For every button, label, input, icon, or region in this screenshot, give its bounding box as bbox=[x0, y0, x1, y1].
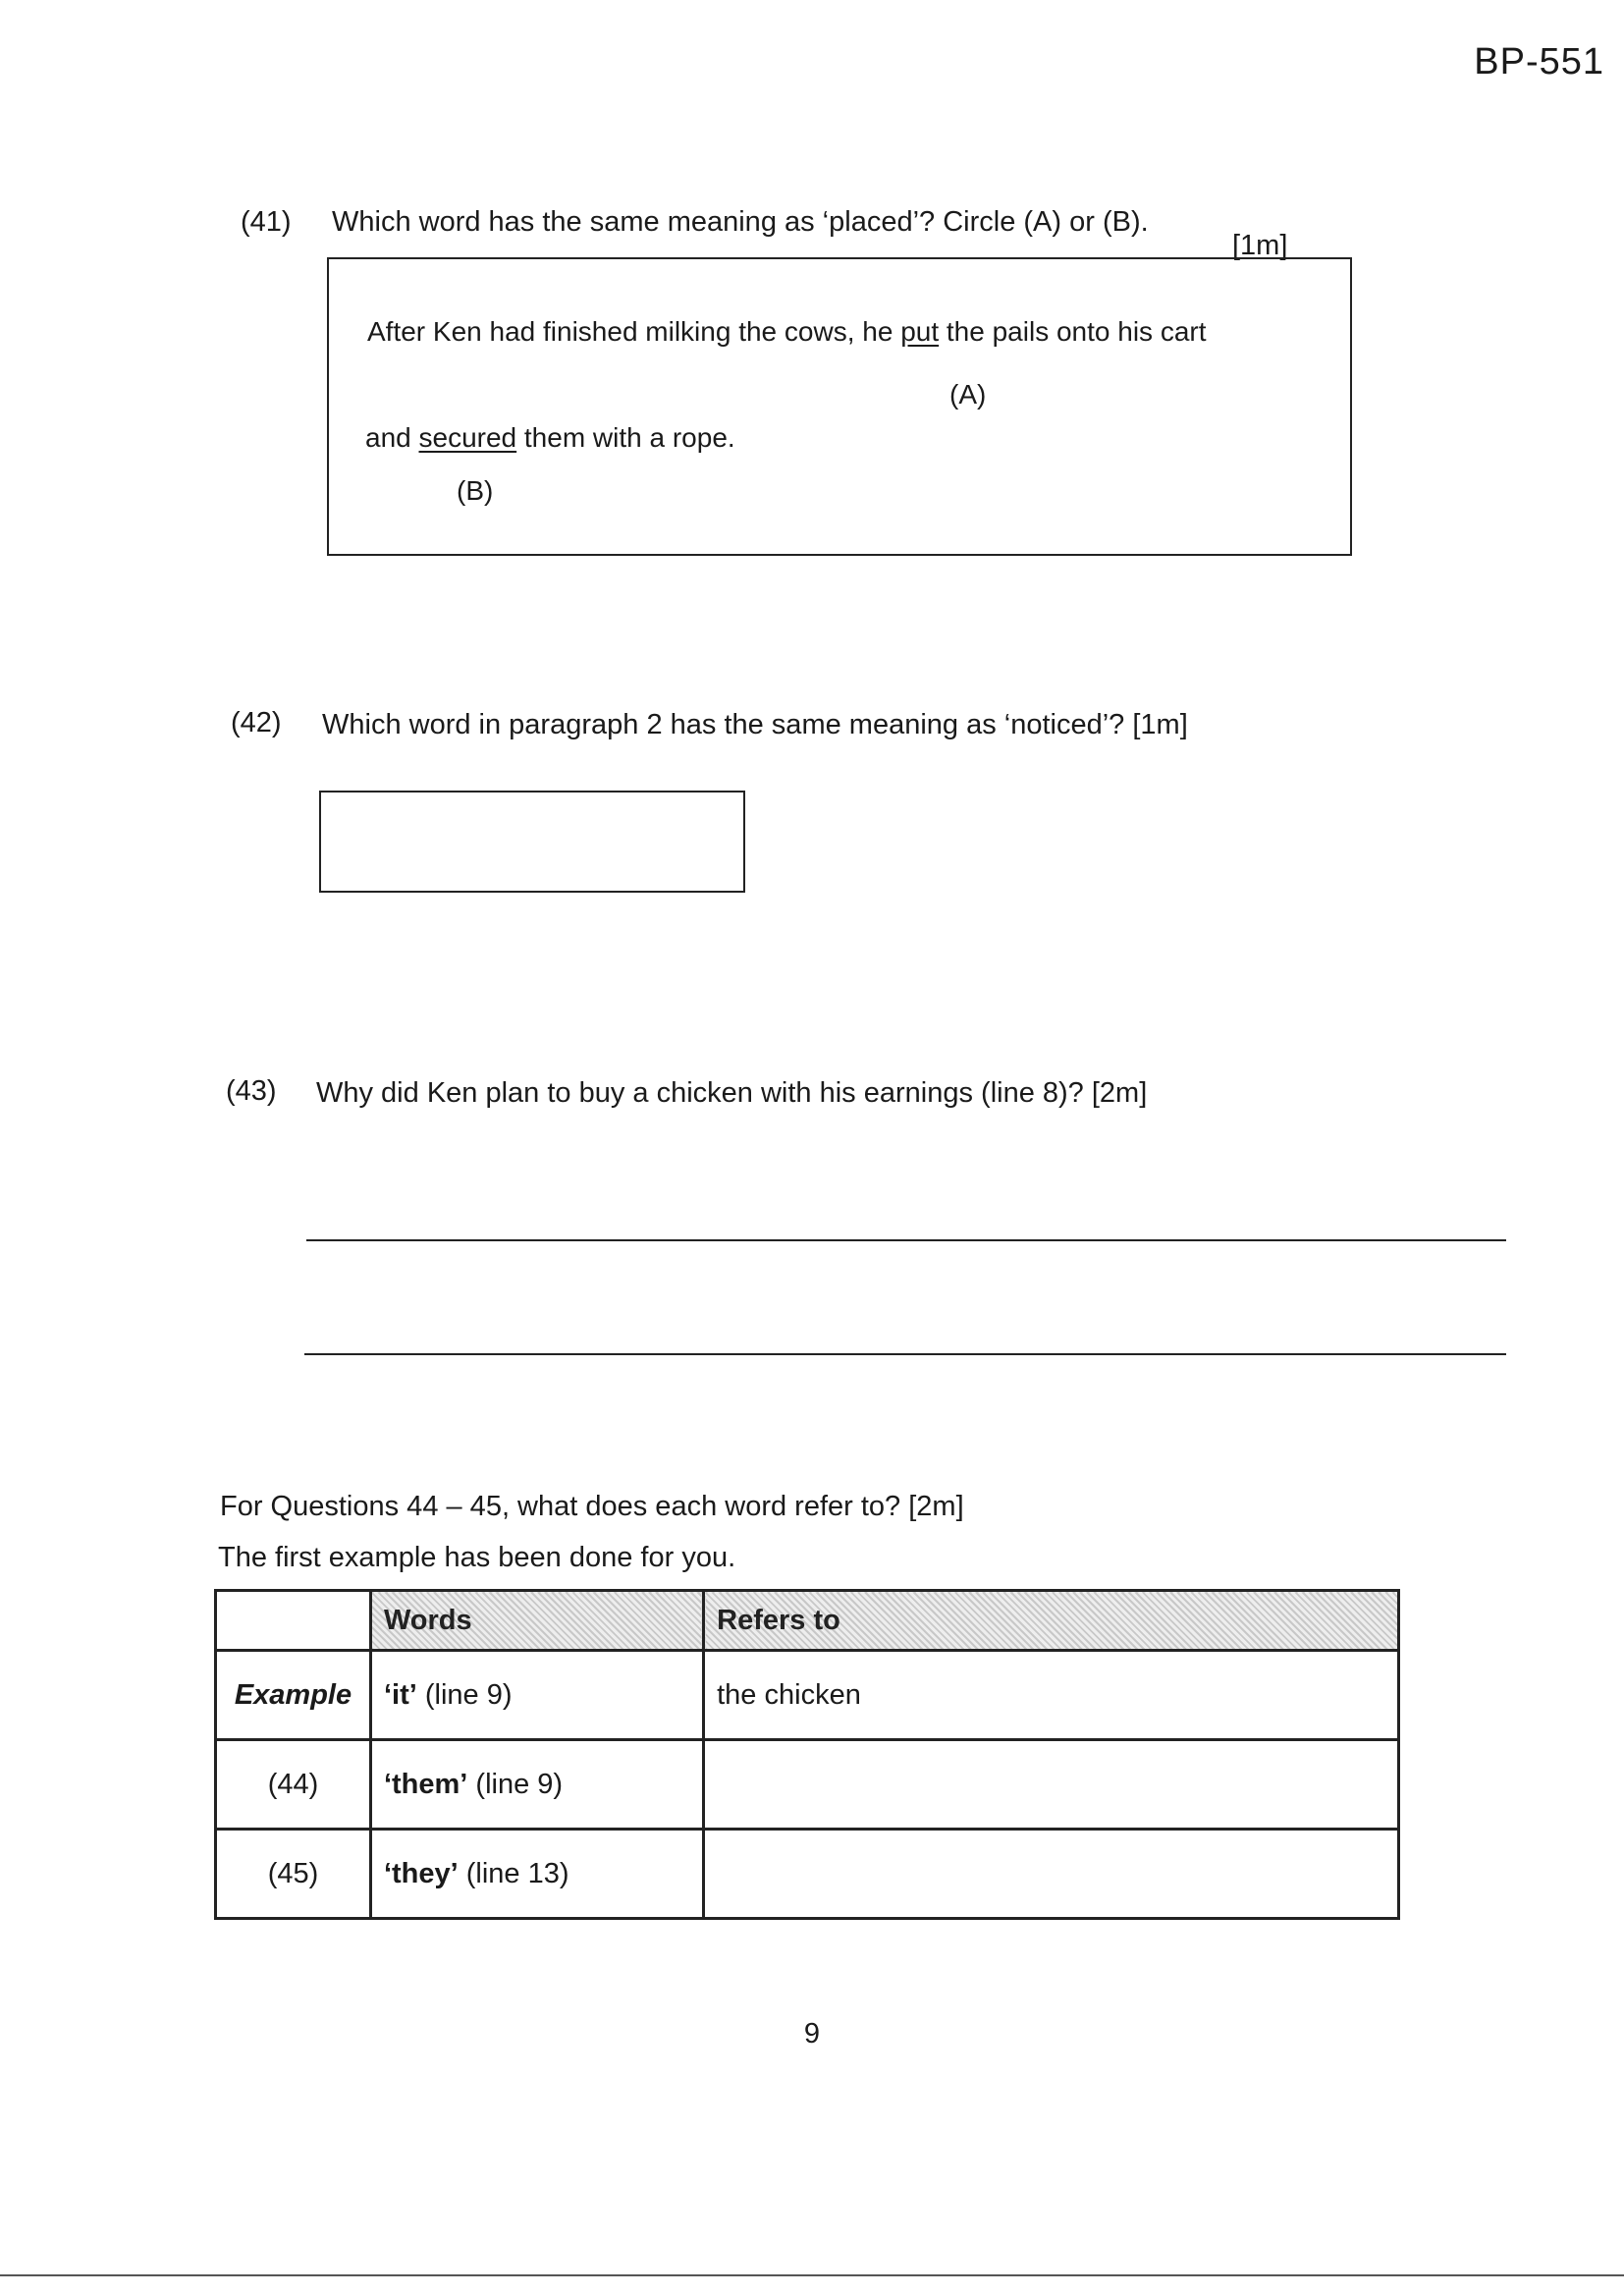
answer-cell[interactable] bbox=[704, 1830, 1399, 1919]
table-row bbox=[216, 1651, 1399, 1740]
passage-line-1 bbox=[367, 316, 1207, 348]
row-label: (44) bbox=[216, 1740, 371, 1830]
passage-text: and bbox=[365, 422, 419, 453]
table-header-row bbox=[216, 1591, 1399, 1651]
page-number: 9 bbox=[803, 2018, 821, 2050]
option-a-word[interactable]: put bbox=[900, 316, 940, 347]
option-b-word[interactable]: secured bbox=[418, 422, 517, 453]
q42-text: Which word in paragraph 2 has the same meaning as ‘noticed’? [1m] bbox=[322, 709, 1188, 740]
q42-number: (42) bbox=[231, 707, 282, 738]
word-term: ‘them’ bbox=[383, 1768, 468, 1800]
refs-subinstruction: The first example has been done for you. bbox=[218, 1542, 736, 1573]
word-cell bbox=[370, 1740, 703, 1830]
passage-box bbox=[327, 257, 1352, 556]
q41-marks: [1m] bbox=[1232, 230, 1288, 261]
row-label: (45) bbox=[216, 1830, 371, 1919]
word-term: ‘it’ bbox=[383, 1678, 417, 1711]
q41-text: Which word has the same meaning as ‘placed’? Circle (A) or (B). bbox=[332, 206, 1149, 238]
header-words: Words bbox=[370, 1591, 703, 1651]
word-cell bbox=[370, 1651, 703, 1740]
answer-cell[interactable] bbox=[704, 1740, 1399, 1830]
reference-table bbox=[214, 1589, 1400, 1920]
bottom-rule bbox=[0, 2274, 1624, 2276]
word-cell bbox=[370, 1830, 703, 1919]
refs-instruction: For Questions 44 – 45, what does each word refer to? [2m] bbox=[220, 1491, 964, 1522]
q41-number: (41) bbox=[241, 206, 292, 238]
passage-text: the pails onto his cart bbox=[939, 316, 1207, 347]
q43-answer-line-2[interactable] bbox=[304, 1353, 1506, 1355]
option-a-label[interactable]: (A) bbox=[949, 379, 987, 410]
passage-text: them with a rope. bbox=[516, 422, 735, 453]
q42-answer-box[interactable] bbox=[319, 791, 745, 893]
q43-answer-line-1[interactable] bbox=[306, 1239, 1506, 1241]
passage-line-2 bbox=[365, 422, 735, 454]
word-line-ref: (line 13) bbox=[458, 1857, 569, 1889]
header-blank-cell bbox=[216, 1591, 371, 1651]
word-term: ‘they’ bbox=[383, 1857, 459, 1889]
table-row bbox=[216, 1740, 1399, 1830]
table-row bbox=[216, 1830, 1399, 1919]
answer-cell: the chicken bbox=[704, 1651, 1399, 1740]
row-label: Example bbox=[216, 1651, 371, 1740]
word-line-ref: (line 9) bbox=[416, 1678, 513, 1711]
q43-text: Why did Ken plan to buy a chicken with his earnings (line 8)? [2m] bbox=[316, 1077, 1148, 1109]
word-line-ref: (line 9) bbox=[467, 1768, 564, 1800]
header-refers-to: Refers to bbox=[704, 1591, 1399, 1651]
paper-code: BP-551 bbox=[1474, 41, 1604, 82]
passage-text: After Ken had finished milking the cows, he bbox=[367, 316, 901, 347]
option-b-label[interactable]: (B) bbox=[457, 475, 494, 506]
q43-number: (43) bbox=[226, 1075, 277, 1107]
